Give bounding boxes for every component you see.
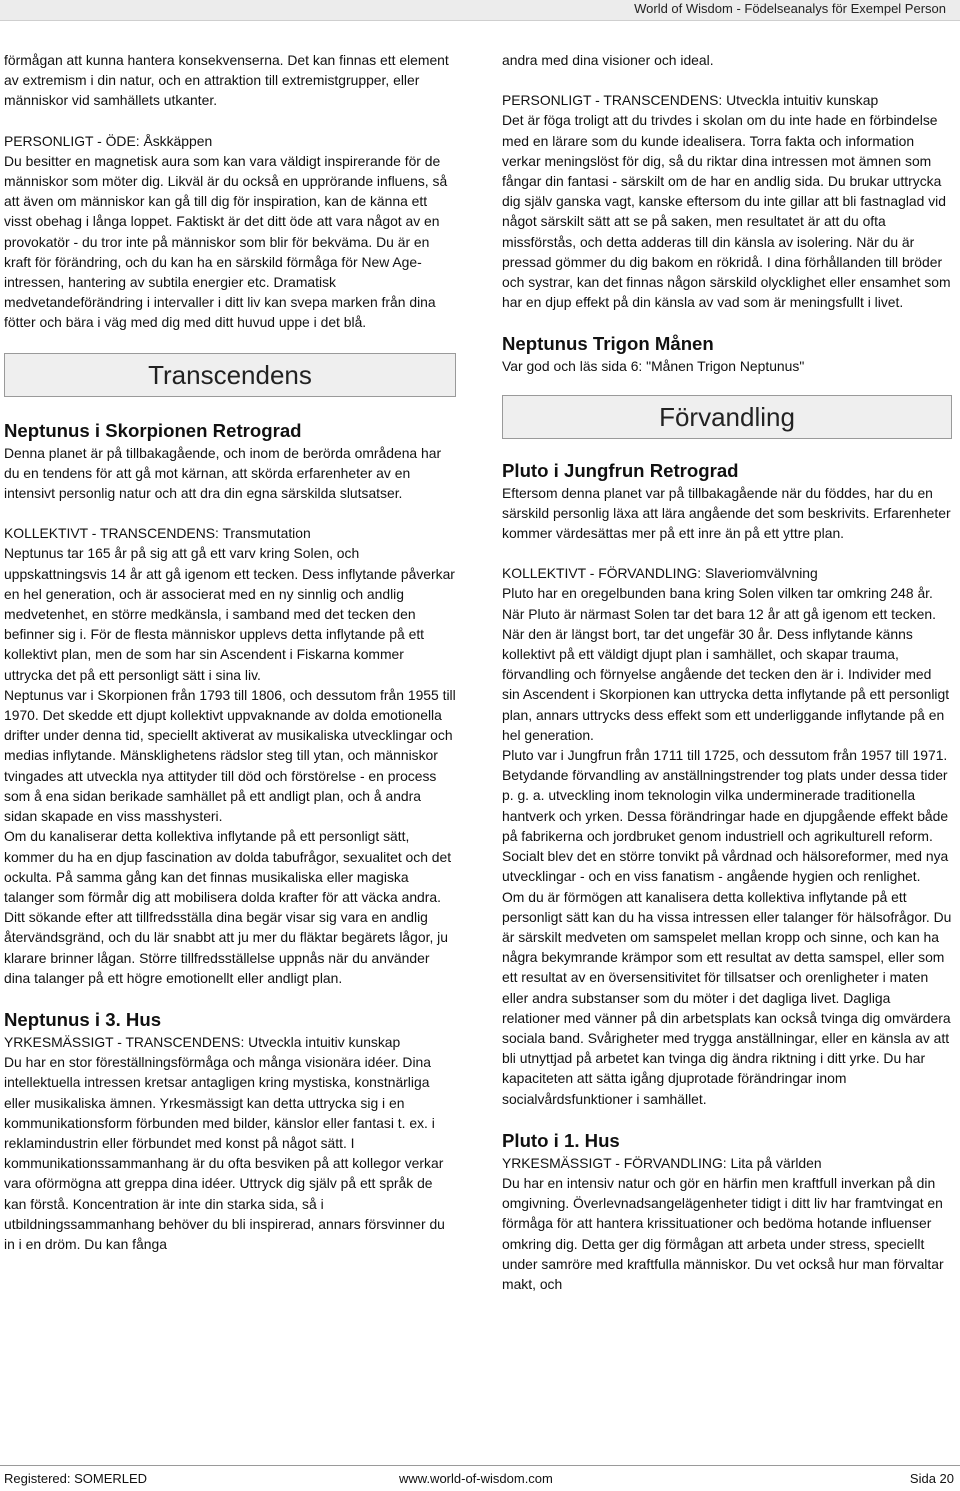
trine-text: Var god och läs sida 6: "Månen Trigon Neptunus" (502, 358, 805, 375)
personal-text: Det är föga troligt att du trivdes i skolan om du inte hade en förbindelse med en lärare som du kunde idealisera. Torra fakta och information verkar meningslöst för dig, så du riktar dina intressen mot ämnen som fångar din fantasi - särskilt om de har en andlig sida. Du brukar uttrycka dig själv ganska vagt, kanske eftersom du inte gillar att bli fastnaglad vid något särskilt sätt att se på saken, men resultatet är att du ofta missförstås, och detta adderas till din känsla av isolering. När du är pressad gömmer du dig bakom en rökridå. I dina förhållanden till bröder och systrar, kan det finnas någon särskild olycklighet eller ensamhet som har en djup effekt på din känsla av vad som är meningsfullt i livet. (502, 112, 951, 311)
header-title: World of Wisdom - Födelseanalys för Exempel Person (634, 1, 946, 16)
section-box-transcendens: Transcendens (4, 353, 456, 397)
personal-label: PERSONLIGT - TRANSCENDENS: Utveckla intuitiv kunskap (502, 92, 879, 109)
neptune-house-heading: Neptunus i 3. Hus (4, 1008, 162, 1030)
pluto-virgo-text: Eftersom denna planet var på tillbakagående när du föddes, har du en särskild personlig läxa att lära angående det som beskrivits. Erfarenheter kommer värdesättas mer på ett inre än på ett yttre plan. (502, 484, 951, 542)
trine-heading: Neptunus Trigon Månen (502, 333, 714, 355)
collective-text-3: Om du är förmögen att kanalisera detta kollektiva inflytande på ett personligt sätt kan du ha vissa intressen eller talanger för hälsofrågor. Du är särskilt medveten om samspelet mellan kropp och sinne, och kan ha några bekymrande krämpor som ett resultat av detta samspel, eller som ett resultat av en översensitivitet för tillsatser och orenligheter i maten eller andra substanser som du möter i det dagliga livet. Dagliga relationer med vänner på din arbetsplats kan också tvinga dig omvärdera sociala band. Svårigheter med trygga anställningar, eller en känsla av att bli utnyttjad på arbetet kan tvinga dig ändra riktning i ditt yrke. Du har kapaciteten att sätta igång djuprotade förändringar inom socialvårdsfunktioner i samhället. (502, 888, 952, 1107)
vocational-text: Du har en stor föreställningsförmåga och många visionära idéer. Dina intellektuella intressen kretsar antagligen kring mystiska, konstnärliga eller musikaliska ämnen. Yrkesmässigt kan detta uttrycka sig i en kommunikationsform förbunden med bilder, känslor eller fantasi t. ex. i reklamindustrin eller förbundet med konst på något sätt. I kommunikationssammanhang är du ofta besviken på att kollegor verkar vara oförmögna att greppa dina idéer. Uttryck dig själv på ett språk de kan förstå. Koncentration är inte din starka sida, så i utbildningssammanhang behöver du bli inspirerad, annars försvinner du in i en dröm. Du kan fånga (4, 1054, 445, 1252)
personal-fate-text: Du besitter en magnetisk aura som kan vara väldigt inspirerande för de människor som möter dig. Likväl är du också en upprörande influens, så att även om människor kan gå till dig för inspiration, kan de känna ett visst obehag i långa loppet. Faktiskt är det ditt öde att vara något av en provokatör - du tror inte på människor som blir för bekväma. Du är en kraft för förändring, och du kan ha en särskild förmåga för New Age-intressen, hantering av subtila energier etc. Dramatisk medvetandeförändring i intervaller i ditt liv kan svepa marken från dina fötter och bära i väg med dig med ditt huvud uppe i det blå. (4, 152, 448, 331)
section-box-forvandling: Förvandling (502, 395, 952, 439)
footer-registered: Registered: SOMERLED (4, 1471, 148, 1486)
intro-paragraph: förmågan att kunna hantera konsekvenserna. Det kan finnas ett element av extremism i din natur, och en attraktion till extremistgrupper, eller människor vid samhällets utkanter. (4, 52, 449, 109)
collective-label: KOLLEKTIVT - FÖRVANDLING: Slaveriomvälvning (502, 565, 818, 582)
header-divider (0, 20, 960, 21)
intro-paragraph: andra med dina visioner och ideal. (502, 52, 714, 68)
personal-fate-label: PERSONLIGT - ÖDE: Åskkäppen (4, 132, 213, 149)
collective-text-3: Om du kanaliserar detta kollektiva inflytande på ett personligt sätt, kommer du ha en djup fascination av dolda tabufrågor, sexualitet och det ockulta. På samma gång kan det finnas musikaliska eller magiska talanger som förmår dig att mobilisera dolda krafter för att väcka andra. Ditt sökande efter att tillfredsställa dina begär visar sig vara en andlig återvändsgränd, och du lär snabbt att ju mer du fläktar begärets lågor, ju klarare brinner lågan. Större tillfredsställelse uppnås när du använder dina talanger på ett högre emotionellt eller andligt plan. (4, 828, 452, 986)
footer-divider (0, 1465, 960, 1466)
right-column (502, 50, 952, 1294)
collective-text-2: Pluto var i Jungfrun från 1711 till 1725, och dessutom från 1957 till 1971. Betydande förvandling av anställningstrender tog plats under dessa tider p. g. a. utveckling inom teknologin vilka underminerade traditionella hantverk och yrken. Dessa förändringar hade en djupgående effekt både på fabrikerna och jordbruket genom industriell och agrikulturell reform. Socialt blev det en större tonvikt på vårdnad och hälsoreformer, med nya utvecklingar - och en viss fanatism - angående hygien och renlighet. (502, 747, 949, 885)
collective-text-2: Neptunus var i Skorpionen från 1793 till 1806, och dessutom från 1955 till 1970. Det skedde ett djupt kollektivt uppvaknande av dolda emotionella drifter under denna tid, speciellt aktiverat av musikaliska utvecklingar och medias inflytande. Mänsklighetens rädslor steg till ytan, och människor tvingades att utveckla nya attityder till död och förstörelse - en process som å ena sidan berikade samhället på ett andligt plan, och å andra sidan skapade en viss masshysteri. (4, 686, 456, 825)
collective-text-1: Pluto har en oregelbunden bana kring Solen vilken tar omkring 248 år. När Pluto är närmast Solen tar det bara 12 år att gå igenom ett tecken. När den är längst bort, tar det ungefär 30 år. Dess inflytande känns kollektivt på ett väldigt djupt plan i samhället, och skapar trauma, förvandling och förnyelse angående det tecken den är i. Individer med sin Ascendent i Skorpionen kan uttrycka detta inflytande på ett personligt plan, annars uttrycks dess effekt som ett underliggande inflytande på en hel generation. (502, 585, 950, 743)
neptune-scorpio-heading: Neptunus i Skorpionen Retrograd (4, 419, 302, 441)
pluto-virgo-heading: Pluto i Jungfrun Retrograd (502, 459, 739, 481)
header-bar (0, 0, 960, 20)
vocational-label: YRKESMÄSSIGT - TRANSCENDENS: Utveckla intuitiv kunskap (4, 1033, 401, 1050)
footer-page-number: Sida 20 (909, 1471, 954, 1486)
collective-text-1: Neptunus tar 165 år på sig att gå ett varv kring Solen, och uppskattningsvis 14 år att gå igenom ett tecken. Dess inflytande påverkar en hel generation, och är associerat med en ny sinnlig och andlig medvetenhet, en större medkänsla, i samband med det tecken den befinner sig i. För de flesta människor upplevs detta inflytande på ett kollektivt plan, men de som har sin Ascendent i Fiskarna kommer uttrycka det på ett personligt sätt i sina liv. (4, 545, 455, 683)
left-column (4, 50, 456, 1254)
vocational-text: Du har en intensiv natur och gör en härfin men kraftfull inverkan på din omgivning. Överlevnadsangelägenheter tidigt i ditt liv har framtvingat en förmåga för att hantera krissituationer och bedöma hotande influenser omkring dig. Detta ger dig förmågan att arbeta under stress, speciellt under samröre med kraftfulla människor. Du vet också hur man förvaltar makt, och (502, 1174, 944, 1292)
collective-label: KOLLEKTIVT - TRANSCENDENS: Transmutation (4, 525, 311, 542)
vocational-label: YRKESMÄSSIGT - FÖRVANDLING: Lita på världen (502, 1154, 822, 1171)
neptune-scorpio-text: Denna planet är på tillbakagående, och inom de berörda områdena har du en tendens för att gå mot kärnan, att skörda erfarenheter av en intensivt personlig natur och att dra din egna särskilda slutsatser. (4, 444, 442, 502)
footer-website: www.world-of-wisdom.com (399, 1471, 553, 1486)
pluto-house-heading: Pluto i 1. Hus (502, 1129, 620, 1151)
